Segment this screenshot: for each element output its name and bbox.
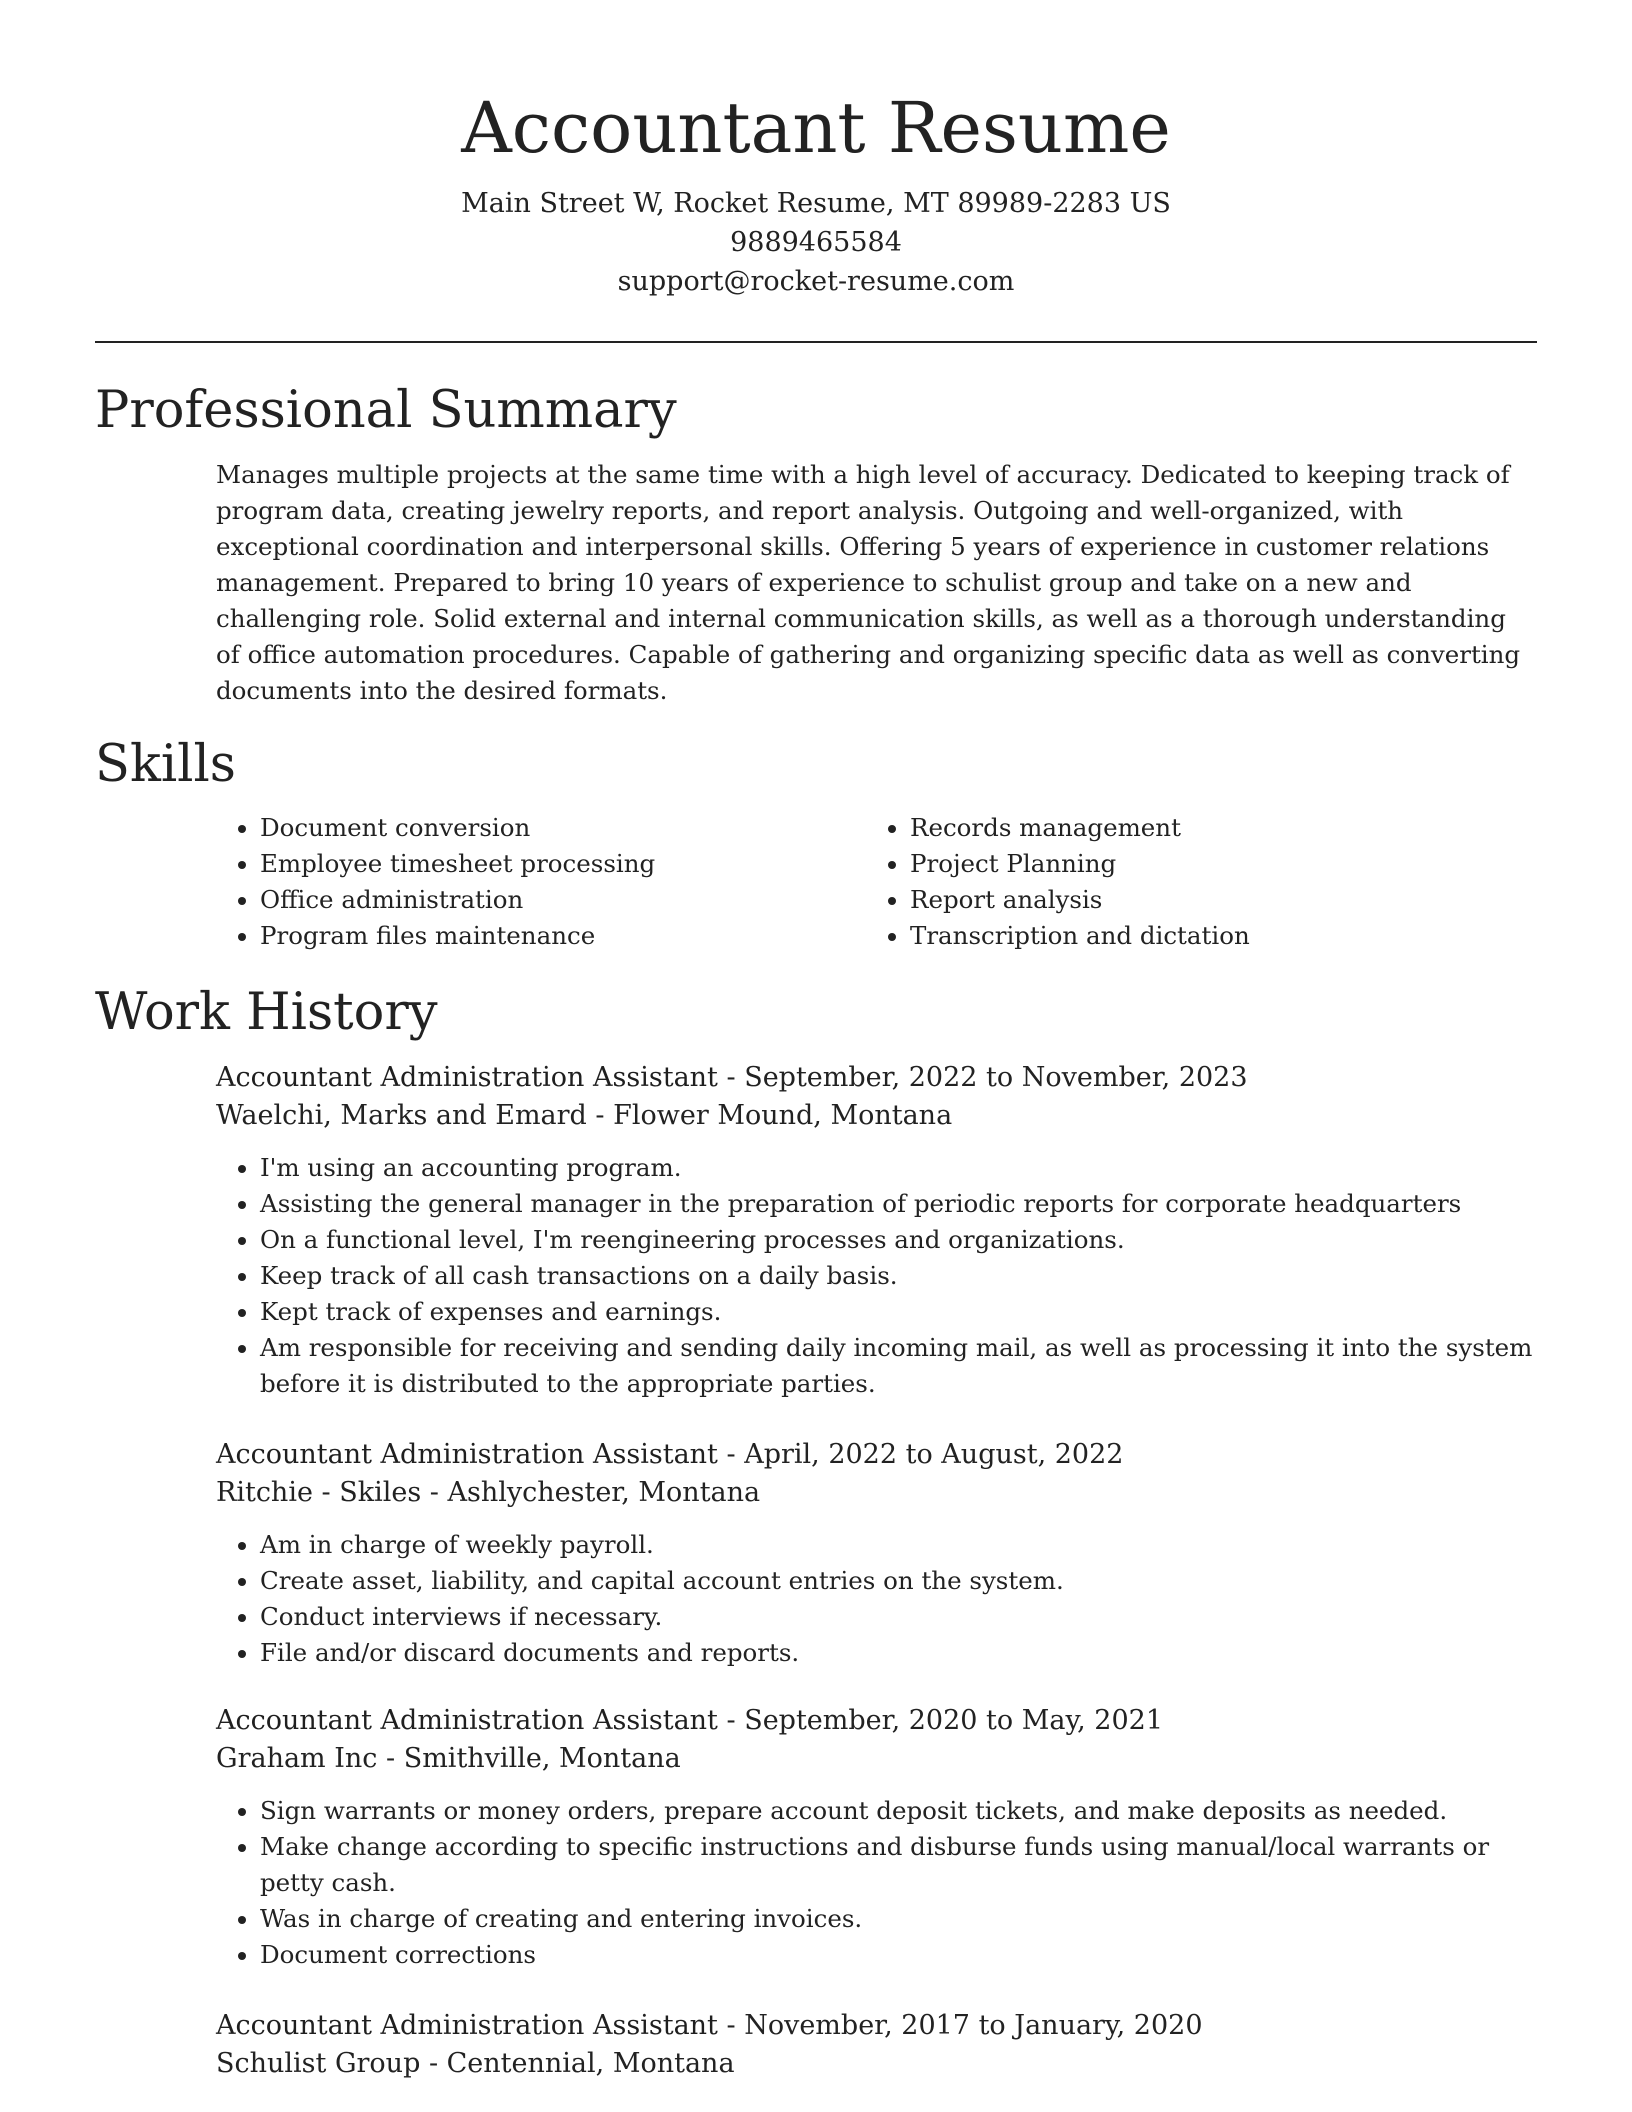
job-dates: - September, 2020 to May, 2021 xyxy=(717,1705,1164,1736)
job-title-line xyxy=(216,1436,1537,1474)
job-duty: • On a functional level, I'm reengineering processes and organizations. xyxy=(260,1222,1537,1258)
skills-section xyxy=(216,810,1537,954)
job-entry xyxy=(216,1702,1537,1973)
job-duty: • Make change according to specific instructions and disburse funds using manual/local warrants or petty cash. xyxy=(260,1829,1537,1901)
skill-item: • Records management xyxy=(910,810,1516,846)
skill-item: • Project Planning xyxy=(910,846,1516,882)
resume-name: Accountant Resume xyxy=(461,87,1171,169)
job-company: Ritchie - Skiles xyxy=(216,1477,422,1508)
job-duty: • Am responsible for receiving and sending daily incoming mail, as well as processing it into the system before it is distributed to the appropriate parties. xyxy=(260,1330,1537,1402)
job-title: Accountant Administration Assistant xyxy=(216,1705,718,1736)
contact-info xyxy=(0,184,1632,301)
job-dates: - September, 2022 to November, 2023 xyxy=(717,1062,1248,1093)
skill-item: • Office administration xyxy=(260,882,866,918)
skill-item: • Document conversion xyxy=(260,810,866,846)
job-duties-list xyxy=(216,1527,1537,1671)
job-entry xyxy=(216,1436,1537,1671)
job-title-line xyxy=(216,2007,1537,2045)
job-duty: • Conduct interviews if necessary. xyxy=(260,1599,1537,1635)
work-history-section xyxy=(216,1059,1537,2083)
job-duty: • File and/or discard documents and reports. xyxy=(260,1635,1537,1671)
summary-text: Manages multiple projects at the same time with a high level of accuracy. Dedicated to keeping track of program data, creating jewelry reports, and report analysis. Outgoing and well-organized, with exceptional coordination and interpersonal skills. Offering 5 years of experience in customer relations management. Prepared to bring 10 years of experience to schulist group and take on a new and challenging role. Solid external and internal communication skills, as well as a thorough understanding of office automation procedures. Capable of gathering and organizing specific data as well as converting documents into the desired formats. xyxy=(216,460,1521,705)
contact-address: Main Street W, Rocket Resume, MT 89989-2283 US xyxy=(461,188,1171,219)
job-location: - Flower Mound, Montana xyxy=(586,1100,953,1131)
job-company-line xyxy=(216,1097,1537,1135)
contact-email: support@rocket-resume.com xyxy=(617,266,1015,297)
job-company: Schulist Group xyxy=(216,2048,421,2079)
job-duty: • Was in charge of creating and entering invoices. xyxy=(260,1901,1537,1937)
job-location: - Smithville, Montana xyxy=(377,1743,681,1774)
skill-item: • Report analysis xyxy=(910,882,1516,918)
job-entry xyxy=(216,2007,1537,2083)
skills-list-left xyxy=(216,810,866,954)
job-duties-list xyxy=(216,1150,1537,1402)
job-company-line xyxy=(216,1740,1537,1778)
job-entry xyxy=(216,1059,1537,1402)
work-history-heading: Work History xyxy=(95,983,438,1042)
job-duty: • Am in charge of weekly payroll. xyxy=(260,1527,1537,1563)
skills-heading: Skills xyxy=(95,735,236,794)
job-duties-list xyxy=(216,1793,1537,1973)
job-title: Accountant Administration Assistant xyxy=(216,1062,718,1093)
summary-heading: Professional Summary xyxy=(95,381,677,440)
job-title: Accountant Administration Assistant xyxy=(216,2010,718,2041)
resume-header xyxy=(0,0,1632,301)
job-duty: • Kept track of expenses and earnings. xyxy=(260,1294,1537,1330)
job-company-line xyxy=(216,1474,1537,1512)
header-divider xyxy=(95,341,1537,343)
contact-phone: 9889465584 xyxy=(730,227,902,258)
skill-item: • Employee timesheet processing xyxy=(260,846,866,882)
job-title: Accountant Administration Assistant xyxy=(216,1439,718,1470)
job-company: Waelchi, Marks and Emard xyxy=(216,1100,587,1131)
job-location: - Centennial, Montana xyxy=(420,2048,735,2079)
job-company: Graham Inc xyxy=(216,1743,378,1774)
summary-section xyxy=(216,457,1537,709)
job-dates: - April, 2022 to August, 2022 xyxy=(717,1439,1124,1470)
job-duty: • Document corrections xyxy=(260,1937,1537,1973)
job-title-line xyxy=(216,1059,1537,1097)
job-duty: • Keep track of all cash transactions on a daily basis. xyxy=(260,1258,1537,1294)
job-title-line xyxy=(216,1702,1537,1740)
skills-grid xyxy=(216,810,1537,954)
skills-column-right xyxy=(866,810,1516,954)
job-duty: • Create asset, liability, and capital account entries on the system. xyxy=(260,1563,1537,1599)
job-duty: • I'm using an accounting program. xyxy=(260,1150,1537,1186)
job-company-line xyxy=(216,2045,1537,2083)
skills-list-right xyxy=(866,810,1516,954)
job-dates: - November, 2017 to January, 2020 xyxy=(717,2010,1203,2041)
job-duty: • Assisting the general manager in the preparation of periodic reports for corporate headquarters xyxy=(260,1186,1537,1222)
skills-column-left xyxy=(216,810,866,954)
skill-item: • Transcription and dictation xyxy=(910,918,1516,954)
skill-item: • Program files maintenance xyxy=(260,918,866,954)
job-location: - Ashlychester, Montana xyxy=(421,1477,761,1508)
job-duty: • Sign warrants or money orders, prepare account deposit tickets, and make deposits as needed. xyxy=(260,1793,1537,1829)
